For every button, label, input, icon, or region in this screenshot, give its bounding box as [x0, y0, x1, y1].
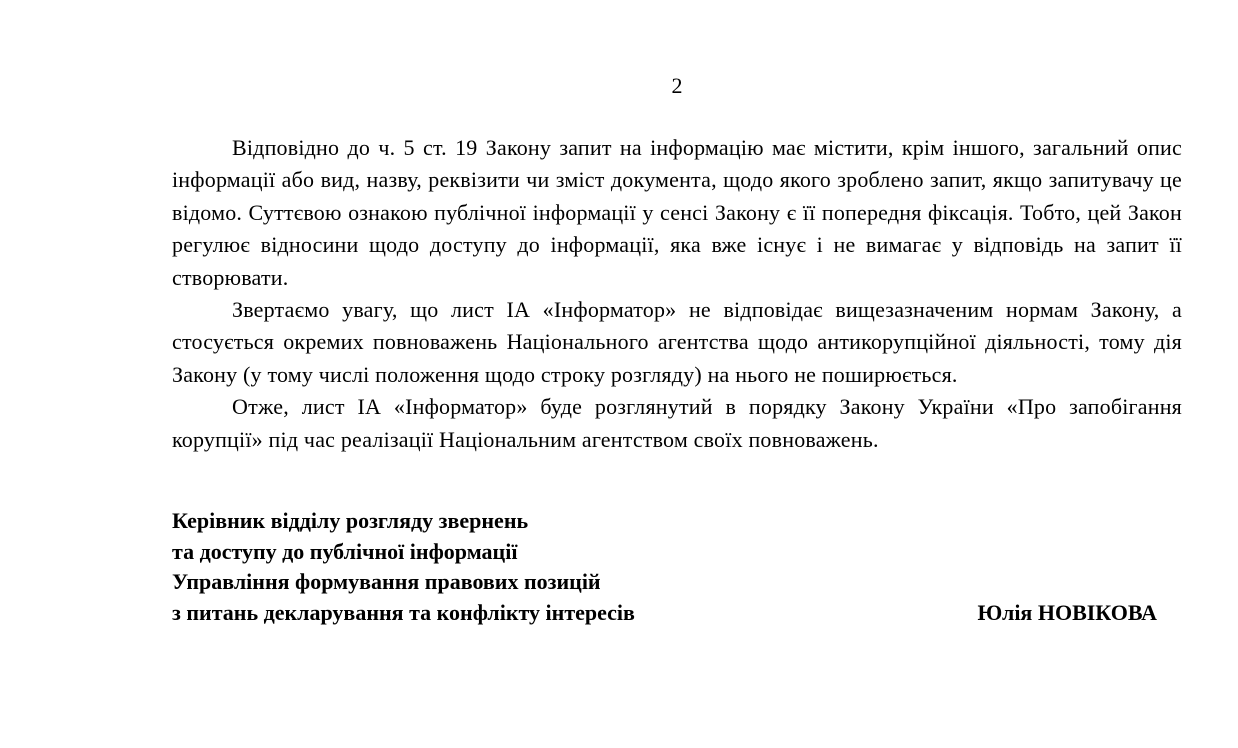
signature-title	[172, 506, 635, 628]
signature-title-line-2: та доступу до публічної інформації	[172, 538, 518, 564]
document-body	[172, 132, 1182, 456]
page-number: 2	[671, 73, 683, 98]
signature-title-line-4: з питань декларування та конфлікту інтересів	[172, 599, 635, 625]
signature-block	[172, 506, 1182, 628]
signature-title-line-3: Управління формування правових позицій	[172, 569, 601, 595]
paragraph-3: Отже, лист ІА «Інформатор» буде розглянутий в порядку Закону України «Про запобігання корупції» під час реалізації Національним агентством своїх повноважень.	[172, 394, 1182, 452]
signature-title-line-1: Керівник відділу розгляду звернень	[172, 508, 529, 534]
document-content	[172, 0, 1182, 628]
paragraph-1: Відповідно до ч. 5 ст. 19 Закону запит на інформацію має містити, крім іншого, загальний опис інформації або вид, назву, реквізити чи зміст документа, щодо якого зроблено запит, якщо запитувачу це відомо. Суттєвою ознакою публічної інформації у сенсі Закону є її попередня фіксація. Тобто, цей Закон регулює відносини щодо доступу до інформації, яка вже існує і не вимагає у відповідь на запит її створювати.	[172, 135, 1182, 290]
signer-name: Юлія НОВІКОВА	[977, 599, 1157, 625]
paragraph-2: Звертаємо увагу, що лист ІА «Інформатор» не відповідає вищезазначеним нормам Закону, а стосується окремих повноважень Національного агентства щодо антикорупційної діяльності, тому дія Закону (у тому числі положення щодо строку розгляду) на нього не поширюється.	[172, 297, 1182, 387]
